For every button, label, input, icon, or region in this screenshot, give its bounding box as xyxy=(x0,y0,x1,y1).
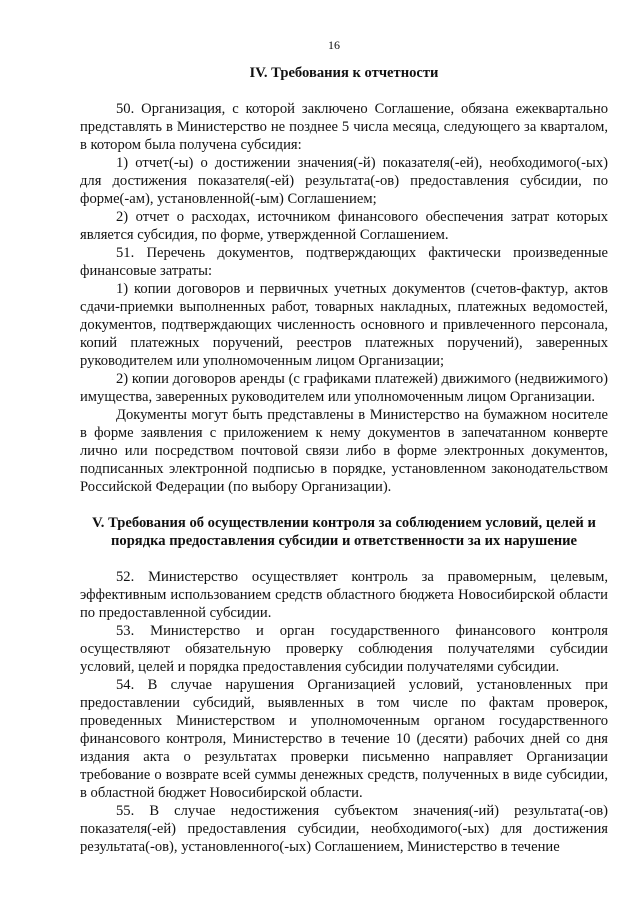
paragraph-50: 50. Организация, с которой заключено Соглашение, обязана ежеквартально представлять в Министерство не позднее 5 числа месяца, следующего за кварталом, в котором была получена субсидия: xyxy=(80,101,608,153)
paragraph-50-item-1: 1) отчет(-ы) о достижении значения(-й) показателя(-ей), необходимого(-ых) для достижения показателя(-ей) результата(-ов) предоставления субсидии, по форме(-ам), установленной(-ым) Соглашением; xyxy=(80,155,608,207)
paragraph-51-item-1: 1) копии договоров и первичных учетных документов (счетов-фактур, актов сдачи-приемки выполненных работ, товарных накладных, платежных ведомостей, документов, подтверждающих численность основного и привлеченного персонала, копий платежных поручений, реестров платежных поручений), заверенных руководителем или уполномоченным лицом Организации; xyxy=(80,281,608,369)
section-control-requirements xyxy=(80,514,608,856)
paragraph-51: 51. Перечень документов, подтверждающих фактически произведенные финансовые затраты: xyxy=(80,245,608,279)
paragraph-50-item-2: 2) отчет о расходах, источником финансового обеспечения затрат которых является субсидия, по форме, утвержденной Соглашением. xyxy=(80,209,608,243)
paragraph-documents-submission: Документы могут быть представлены в Министерство на бумажном носителе в форме заявления с приложением к нему документов в запечатанном конверте лично или посредством почтовой связи либо в форме электронных документов, подписанных электронной подписью в порядке, установленном законодательством Российской Федерации (по выбору Организации). xyxy=(80,407,608,495)
section-title: V. Требования об осуществлении контроля за соблюдением условий, целей и порядка предоставления субсидии и ответственности за их нарушение xyxy=(92,515,596,549)
paragraph-52: 52. Министерство осуществляет контроль за правомерным, целевым, эффективным использованием средств областного бюджета Новосибирской области по предоставленной субсидии. xyxy=(80,569,608,621)
page-number: 16 xyxy=(328,38,340,52)
paragraph-53: 53. Министерство и орган государственного финансового контроля осуществляют обязательную проверку соблюдения получателями субсидии условий, целей и порядка предоставления субсидии получателями субсидии. xyxy=(80,623,608,675)
paragraph-51-item-2: 2) копии договоров аренды (с графиками платежей) движимого (недвижимого) имущества, заверенных руководителем или уполномоченным лицом Организации. xyxy=(80,371,608,405)
paragraph-54: 54. В случае нарушения Организацией условий, установленных при предоставлении субсидий, выявленных в том числе по фактам проверок, проведенных Министерством и уполномоченным органом государственного финансового контроля, Министерство в течение 10 (десяти) рабочих дней со дня издания акта о результатах проверки письменно направляет Организации требование о возврате всей суммы денежных средств, полученных в виде субсидии, в областной бюджет Новосибирской области. xyxy=(80,677,608,801)
section-title: IV. Требования к отчетности xyxy=(249,65,439,81)
paragraph-55: 55. В случае недостижения субъектом значения(-ий) результата(-ов) показателя(-ей) предоставления субсидии, необходимого(-ых) для достижения результата(-ов), установленного(-ых) Соглашением, Министерство в течение xyxy=(80,803,608,855)
section-reporting-requirements xyxy=(80,64,608,496)
